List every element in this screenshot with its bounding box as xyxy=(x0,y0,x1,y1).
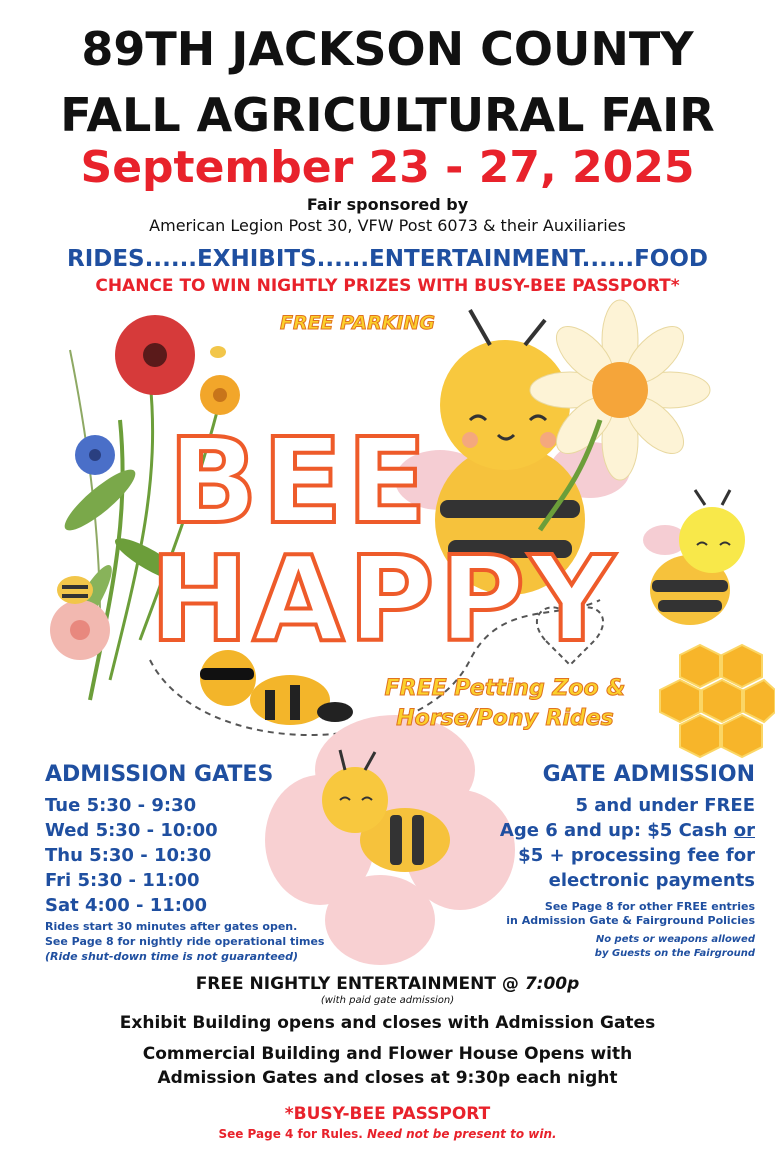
hours-wed: Wed 5:30 - 10:00 xyxy=(45,820,218,841)
hero-bee: BEE xyxy=(168,412,432,550)
title-line-2: FALL AGRICULTURAL FAIR xyxy=(60,88,715,142)
admission-gates-title: ADMISSION GATES xyxy=(45,762,274,787)
petting-zoo-line: FREE Petting Zoo & xyxy=(384,676,626,701)
fair-dates: September 23 - 27, 2025 xyxy=(80,142,695,193)
hours-tue: Tue 5:30 - 9:30 xyxy=(45,795,197,816)
title-line-1: 89TH JACKSON COUNTY xyxy=(81,22,694,76)
hours-fri: Fri 5:30 - 11:00 xyxy=(45,870,200,891)
guests-note: by Guests on the Fairground xyxy=(594,948,755,959)
pink-flower-bee-icon xyxy=(265,715,515,965)
sponsor-label: Fair sponsored by xyxy=(306,195,469,214)
pony-rides-line: Horse/Pony Rides xyxy=(396,706,614,731)
rides-times-note: See Page 8 for nightly ride operational times xyxy=(45,935,325,948)
entertainment-note: (with paid gate admission) xyxy=(320,995,455,1006)
admission-6up: Age 6 and up: $5 Cash or xyxy=(499,820,755,841)
free-parking: FREE PARKING xyxy=(280,312,435,334)
rides-guarantee-note: (Ride shut-down time is not guaranteed) xyxy=(45,950,299,963)
or-underline: or xyxy=(733,820,755,841)
passport-title: *BUSY-BEE PASSPORT xyxy=(284,1104,491,1124)
admission-fee: $5 + processing fee for xyxy=(518,845,755,866)
gate-admission-title: GATE ADMISSION xyxy=(542,762,755,787)
entertainment-line: FREE NIGHTLY ENTERTAINMENT @ 7:00p xyxy=(195,974,580,994)
exhibit-building-line: Exhibit Building opens and closes with Admission Gates xyxy=(119,1013,656,1033)
free-entries-note: See Page 8 for other FREE entries xyxy=(544,900,755,913)
honeycomb-icon xyxy=(660,645,775,757)
policies-note: in Admission Gate & Fairground Policies xyxy=(506,914,755,927)
hours-thu: Thu 5:30 - 10:30 xyxy=(45,845,212,866)
sponsor-list: American Legion Post 30, VFW Post 6073 & their Auxiliaries xyxy=(149,216,626,235)
no-pets-note: No pets or weapons allowed xyxy=(595,934,755,945)
prize-line: CHANCE TO WIN NIGHTLY PRIZES WITH BUSY-BEE PASSPORT* xyxy=(95,276,680,296)
passport-rules: See Page 4 for Rules. Need not be present to win. xyxy=(218,1127,557,1141)
admission-electronic: electronic payments xyxy=(548,870,755,891)
rides-note: Rides start 30 minutes after gates open. xyxy=(45,920,298,933)
hours-sat: Sat 4:00 - 11:00 xyxy=(45,895,208,916)
features-line: RIDES......EXHIBITS......ENTERTAINMENT......FOOD xyxy=(66,246,708,272)
small-bee-icon xyxy=(643,490,745,625)
admission-under5: 5 and under FREE xyxy=(575,795,755,816)
commercial-building-line-1: Commercial Building and Flower House Opens with xyxy=(142,1044,633,1064)
commercial-building-line-2: Admission Gates and closes at 9:30p each night xyxy=(157,1068,618,1088)
hero-happy: HAPPY xyxy=(150,530,619,668)
